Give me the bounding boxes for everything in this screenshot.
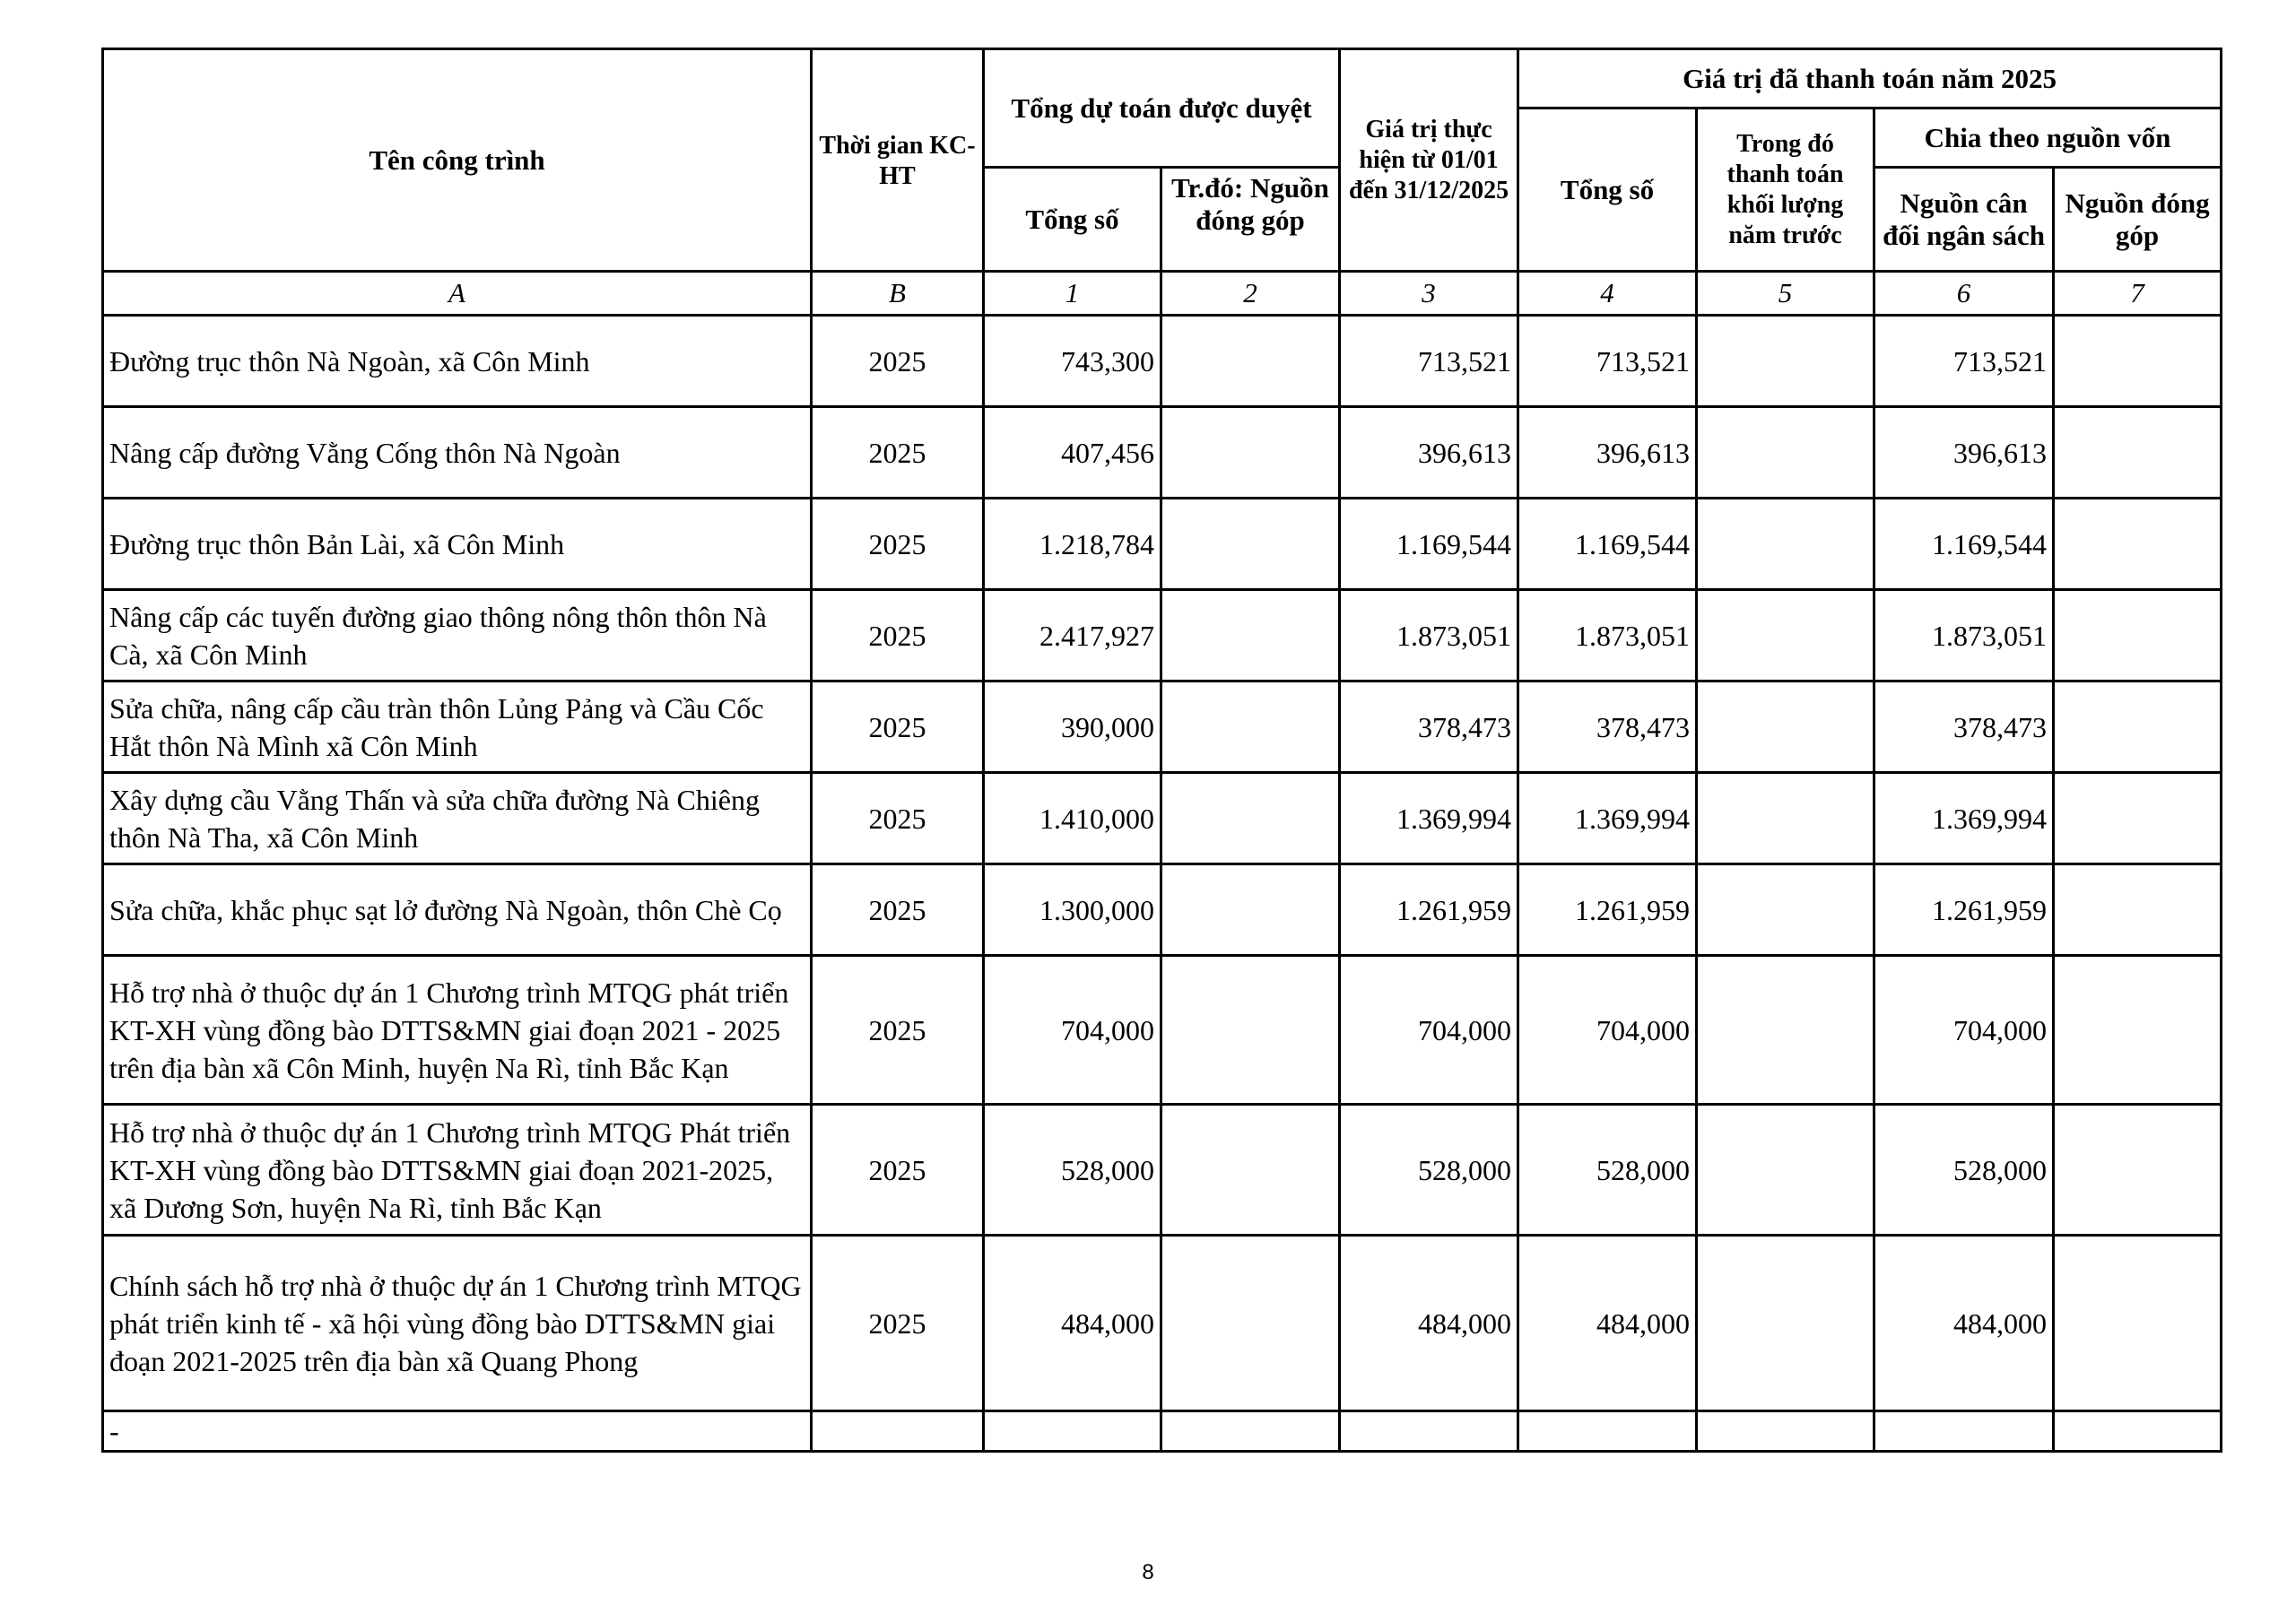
table-row [103, 1411, 2222, 1452]
header-tong-du-toan: Tổng dự toán được duyệt [984, 49, 1340, 168]
value-cell [1161, 1105, 1340, 1236]
value-cell [1697, 864, 1874, 956]
table-row [103, 1236, 2222, 1411]
value-cell: 1.261,959 [1518, 864, 1697, 956]
value-cell [1518, 1411, 1697, 1452]
value-cell: 484,000 [1518, 1236, 1697, 1411]
index-cell: 7 [2054, 272, 2222, 316]
project-name-cell: Nâng cấp đường Vằng Cống thôn Nà Ngoàn [103, 407, 812, 499]
value-cell: 378,473 [1518, 681, 1697, 773]
value-cell [1161, 1411, 1340, 1452]
header-tong-so-thanh-toan: Tổng số [1518, 108, 1697, 272]
value-cell [1697, 773, 1874, 864]
value-cell: 2025 [812, 1105, 984, 1236]
value-cell: 2025 [812, 773, 984, 864]
table-row [103, 316, 2222, 407]
value-cell [812, 1411, 984, 1452]
table-row [103, 407, 2222, 499]
value-cell: 2025 [812, 590, 984, 681]
project-name-cell: Hỗ trợ nhà ở thuộc dự án 1 Chương trình MTQG phát triển KT-XH vùng đồng bào DTTS&MN giai đoạn 2021 - 2025 trên địa bàn xã Côn Minh, huyện Na Rì, tỉnh Bắc Kạn [103, 956, 812, 1105]
value-cell: 1.218,784 [984, 499, 1161, 590]
index-cell: 2 [1161, 272, 1340, 316]
header-nguon-can-doi: Nguồn cân đối ngân sách [1874, 168, 2054, 272]
value-cell [1697, 407, 1874, 499]
value-cell: 2025 [812, 864, 984, 956]
column-index-row [103, 272, 2222, 316]
value-cell: 2025 [812, 681, 984, 773]
table-row [103, 681, 2222, 773]
value-cell: 484,000 [984, 1236, 1161, 1411]
value-cell [1161, 1236, 1340, 1411]
project-name-cell: Đường trục thôn Nà Ngoàn, xã Côn Minh [103, 316, 812, 407]
index-cell: 5 [1697, 272, 1874, 316]
table-row [103, 956, 2222, 1105]
value-cell [2054, 1411, 2222, 1452]
value-cell: 407,456 [984, 407, 1161, 499]
value-cell: 484,000 [1874, 1236, 2054, 1411]
value-cell: 528,000 [1874, 1105, 2054, 1236]
value-cell: 528,000 [1340, 1105, 1518, 1236]
value-cell [1697, 499, 1874, 590]
value-cell [1161, 590, 1340, 681]
value-cell: 704,000 [1874, 956, 2054, 1105]
value-cell: 528,000 [984, 1105, 1161, 1236]
value-cell [2054, 773, 2222, 864]
index-cell: 6 [1874, 272, 2054, 316]
header-tong-so-du-toan: Tổng số [984, 168, 1161, 272]
header-tr-do-nguon-dong-gop: Tr.đó: Nguồn đóng góp [1161, 168, 1340, 272]
value-cell [2054, 316, 2222, 407]
value-cell [1161, 499, 1340, 590]
value-cell: 1.261,959 [1874, 864, 2054, 956]
value-cell: 1.369,994 [1874, 773, 2054, 864]
table-row [103, 864, 2222, 956]
value-cell [984, 1411, 1161, 1452]
header-chia-theo-nguon-von: Chia theo nguồn vốn [1874, 108, 2222, 168]
value-cell: 1.169,544 [1518, 499, 1697, 590]
value-cell: 1.873,051 [1340, 590, 1518, 681]
project-name-cell: Đường trục thôn Bản Lài, xã Côn Minh [103, 499, 812, 590]
project-name-cell: - [103, 1411, 812, 1452]
header-trong-do: Trong đó thanh toán khối lượng năm trước [1697, 108, 1874, 272]
value-cell: 1.169,544 [1340, 499, 1518, 590]
value-cell [1161, 681, 1340, 773]
value-cell [1161, 864, 1340, 956]
value-cell [1697, 316, 1874, 407]
value-cell [2054, 1236, 2222, 1411]
value-cell: 528,000 [1518, 1105, 1697, 1236]
value-cell [1161, 407, 1340, 499]
value-cell [2054, 864, 2222, 956]
value-cell [1697, 590, 1874, 681]
value-cell [1697, 1236, 1874, 1411]
index-cell: A [103, 272, 812, 316]
value-cell: 1.873,051 [1874, 590, 2054, 681]
header-thoi-gian: Thời gian KC-HT [812, 49, 984, 272]
value-cell: 396,613 [1518, 407, 1697, 499]
index-cell: 4 [1518, 272, 1697, 316]
value-cell [1697, 1411, 1874, 1452]
value-cell: 390,000 [984, 681, 1161, 773]
value-cell: 2025 [812, 407, 984, 499]
value-cell [2054, 590, 2222, 681]
value-cell: 1.873,051 [1518, 590, 1697, 681]
value-cell: 1.369,994 [1340, 773, 1518, 864]
header-gia-tri-thuc-hien: Giá trị thực hiện từ 01/01 đến 31/12/2025 [1340, 49, 1518, 272]
value-cell: 2025 [812, 316, 984, 407]
value-cell: 484,000 [1340, 1236, 1518, 1411]
value-cell [1161, 316, 1340, 407]
value-cell [1161, 956, 1340, 1105]
value-cell: 378,473 [1340, 681, 1518, 773]
value-cell [2054, 956, 2222, 1105]
project-name-cell: Hỗ trợ nhà ở thuộc dự án 1 Chương trình MTQG Phát triển KT-XH vùng đồng bào DTTS&MN giai đoạn 2021-2025, xã Dương Sơn, huyện Na Rì, tỉnh Bắc Kạn [103, 1105, 812, 1236]
table-row [103, 590, 2222, 681]
value-cell [1697, 681, 1874, 773]
index-cell: 1 [984, 272, 1161, 316]
value-cell: 2025 [812, 499, 984, 590]
value-cell: 1.300,000 [984, 864, 1161, 956]
table-row [103, 1105, 2222, 1236]
header-ten-cong-trinh: Tên công trình [103, 49, 812, 272]
table-row [103, 499, 2222, 590]
value-cell: 743,300 [984, 316, 1161, 407]
header-gia-tri-thanh-toan: Giá trị đã thanh toán năm 2025 [1518, 49, 2222, 108]
header-nguon-dong-gop: Nguồn đóng góp [2054, 168, 2222, 272]
index-cell: B [812, 272, 984, 316]
value-cell [1697, 956, 1874, 1105]
value-cell: 2025 [812, 956, 984, 1105]
value-cell: 1.369,994 [1518, 773, 1697, 864]
value-cell [1161, 773, 1340, 864]
payment-table [101, 48, 2222, 1453]
project-name-cell: Nâng cấp các tuyến đường giao thông nông thôn thôn Nà Cà, xã Côn Minh [103, 590, 812, 681]
value-cell [1874, 1411, 2054, 1452]
value-cell [1340, 1411, 1518, 1452]
value-cell: 704,000 [984, 956, 1161, 1105]
value-cell: 704,000 [1340, 956, 1518, 1105]
value-cell: 2025 [812, 1236, 984, 1411]
value-cell [2054, 681, 2222, 773]
project-name-cell: Xây dựng cầu Vằng Thấn và sửa chữa đường Nà Chiêng thôn Nà Tha, xã Côn Minh [103, 773, 812, 864]
value-cell: 378,473 [1874, 681, 2054, 773]
value-cell: 396,613 [1340, 407, 1518, 499]
value-cell [2054, 407, 2222, 499]
value-cell [2054, 499, 2222, 590]
project-name-cell: Sửa chữa, khắc phục sạt lở đường Nà Ngoàn, thôn Chè Cọ [103, 864, 812, 956]
value-cell: 713,521 [1874, 316, 2054, 407]
value-cell: 704,000 [1518, 956, 1697, 1105]
value-cell: 396,613 [1874, 407, 2054, 499]
page-number: 8 [1142, 1560, 1154, 1584]
value-cell [2054, 1105, 2222, 1236]
value-cell: 713,521 [1340, 316, 1518, 407]
project-name-cell: Chính sách hỗ trợ nhà ở thuộc dự án 1 Chương trình MTQG phát triển kinh tế - xã hội vùng đồng bào DTTS&MN giai đoạn 2021-2025 trên địa bàn xã Quang Phong [103, 1236, 812, 1411]
value-cell: 2.417,927 [984, 590, 1161, 681]
value-cell: 1.261,959 [1340, 864, 1518, 956]
table-row [103, 773, 2222, 864]
value-cell [1697, 1105, 1874, 1236]
index-cell: 3 [1340, 272, 1518, 316]
project-name-cell: Sửa chữa, nâng cấp cầu tràn thôn Lủng Pảng và Cầu Cốc Hắt thôn Nà Mình xã Côn Minh [103, 681, 812, 773]
value-cell: 713,521 [1518, 316, 1697, 407]
value-cell: 1.410,000 [984, 773, 1161, 864]
value-cell: 1.169,544 [1874, 499, 2054, 590]
